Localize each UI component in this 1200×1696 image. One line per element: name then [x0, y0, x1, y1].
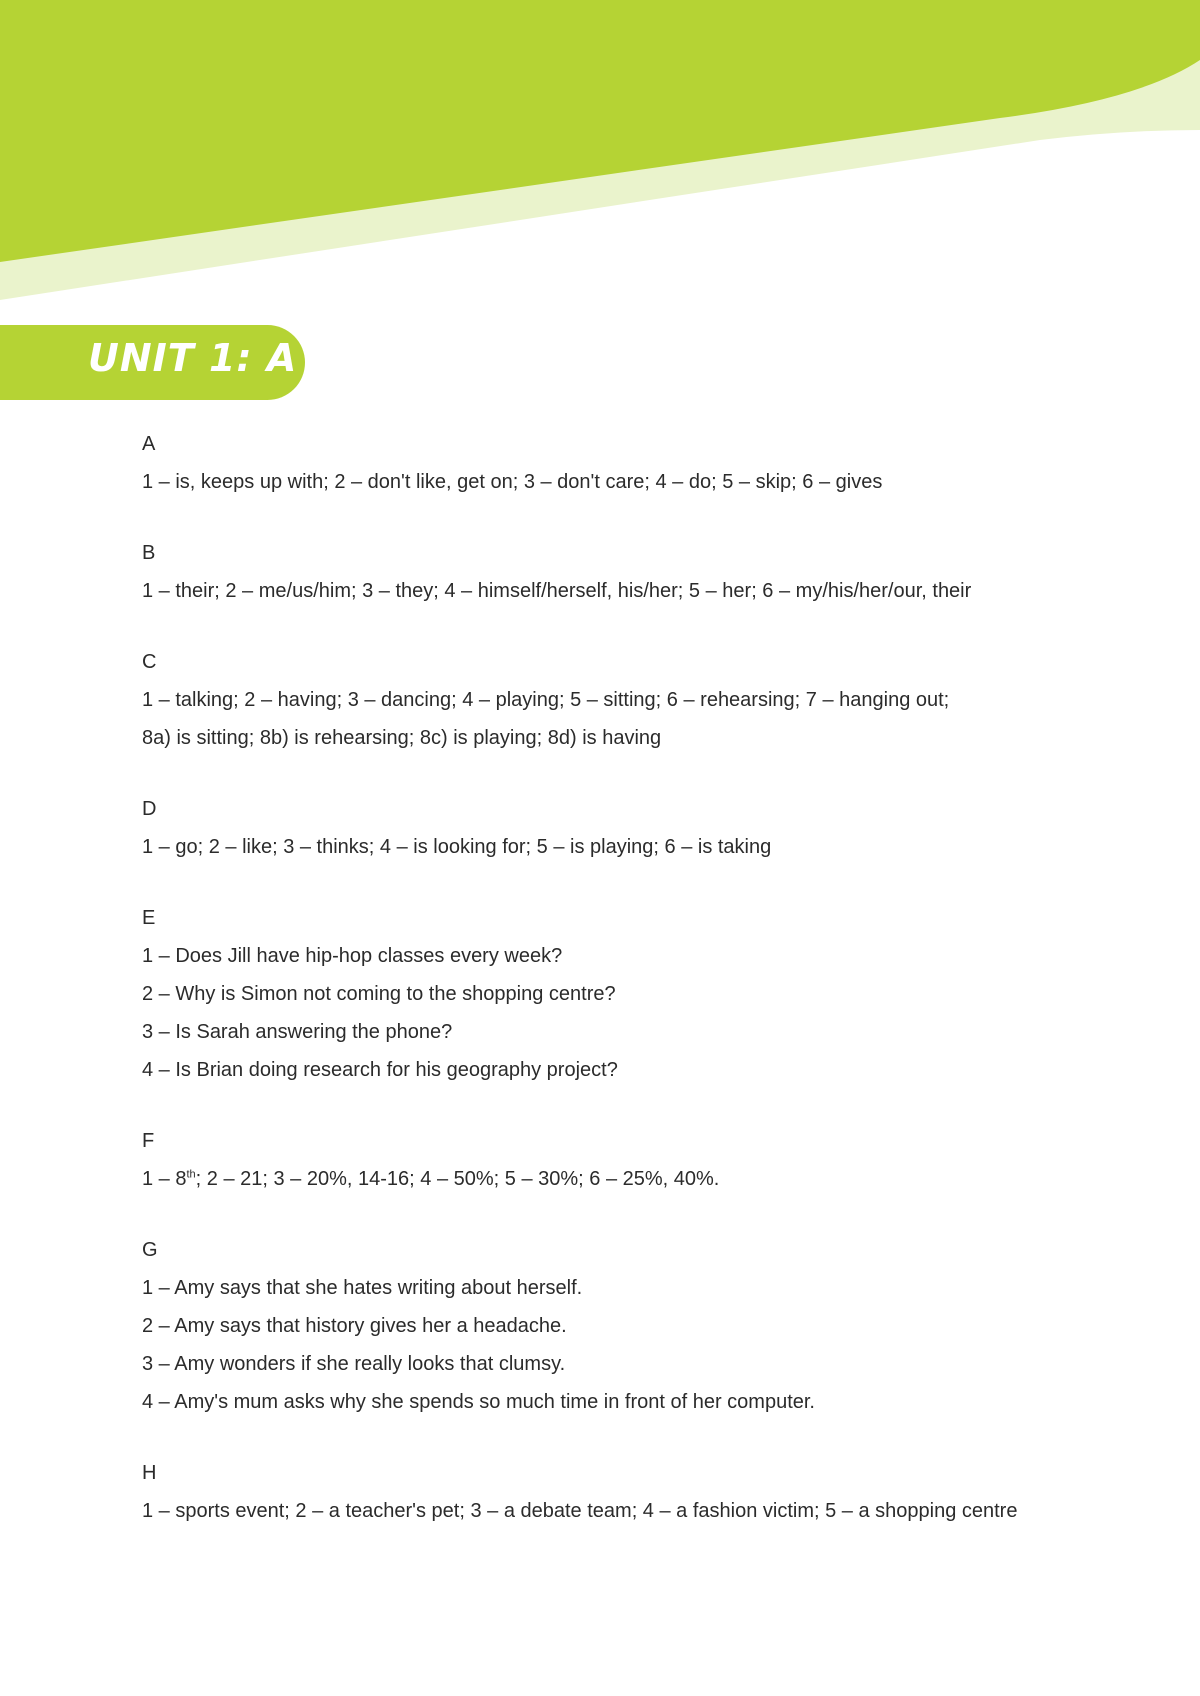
answer-key [142, 425, 1142, 1558]
section-letter: G [142, 1239, 158, 1261]
section-e [142, 899, 1142, 1089]
answer-line: 4 – Is Brian doing research for his geography project? [142, 1059, 618, 1081]
ordinal-suffix: th [186, 1168, 196, 1181]
answer-line: 4 – Amy's mum asks why she spends so much time in front of her computer. [142, 1391, 815, 1413]
section-letter: C [142, 651, 157, 673]
answer-line [142, 1160, 1142, 1198]
answer-line: 1 – Does Jill have hip-hop classes every week? [142, 945, 563, 967]
section-letter: D [142, 798, 157, 820]
answer-line: 2 – Why is Simon not coming to the shopping centre? [142, 983, 616, 1005]
answer-line: 1 – their; 2 – me/us/him; 3 – they; 4 – himself/herself, his/her; 5 – her; 6 – my/his/her/our, their [142, 580, 972, 602]
answer-line: 1 – Amy says that she hates writing about herself. [142, 1277, 583, 1299]
unit-title: UNIT 1: A [88, 336, 298, 380]
answer-line: 1 – talking; 2 – having; 3 – dancing; 4 – playing; 5 – sitting; 6 – rehearsing; 7 – hanging out; [142, 689, 950, 711]
section-letter: B [142, 542, 156, 564]
section-letter: F [142, 1130, 155, 1152]
answer-line: 1 – sports event; 2 – a teacher's pet; 3 – a debate team; 4 – a fashion victim; 5 – a shopping centre [142, 1500, 1018, 1522]
section-c [142, 643, 1142, 757]
section-letter: A [142, 433, 156, 455]
section-letter: H [142, 1462, 157, 1484]
answer-line: 1 – is, keeps up with; 2 – don't like, get on; 3 – don't care; 4 – do; 5 – skip; 6 – gives [142, 471, 883, 493]
section-g [142, 1231, 1142, 1421]
header-decoration [0, 0, 1200, 310]
section-f [142, 1122, 1142, 1198]
answer-line: 3 – Is Sarah answering the phone? [142, 1021, 453, 1043]
section-a [142, 425, 1142, 501]
section-b [142, 534, 1142, 610]
answer-text: 1 – 8 [142, 1168, 187, 1190]
answer-line: 2 – Amy says that history gives her a headache. [142, 1315, 567, 1337]
answer-text: ; 2 – 21; 3 – 20%, 14-16; 4 – 50%; 5 – 30%; 6 – 25%, 40%. [195, 1168, 720, 1190]
section-d [142, 790, 1142, 866]
answer-line: 1 – go; 2 – like; 3 – thinks; 4 – is looking for; 5 – is playing; 6 – is taking [142, 836, 772, 858]
section-letter: E [142, 907, 156, 929]
section-h [142, 1454, 1142, 1525]
answer-line: 3 – Amy wonders if she really looks that clumsy. [142, 1353, 566, 1375]
answer-line: 8a) is sitting; 8b) is rehearsing; 8c) is playing; 8d) is having [142, 727, 662, 749]
